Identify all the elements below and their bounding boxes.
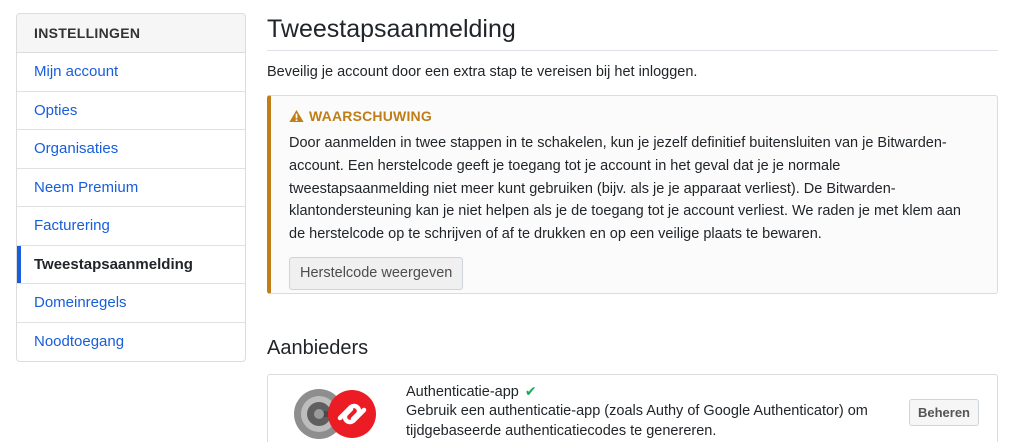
warning-callout [267,95,998,294]
warning-body: Door aanmelden in twee stappen in te schakelen, kun je jezelf definitief buitensluiten van je Bitwarden-account. Een herstelcode geeft je toegang tot je account in het geval dat je je normale tweestapsaanmelding niet meer kunt gebruiken (bijv. als je je apparaat verliest). De Bitwarden-klantondersteuning kan je niet helpen als je de toegang tot je account verliest. We raden je met klem aan de herstelcode op te schrijven of af te drukken en op een veilige plaats te bewaren. [289,135,961,243]
providers-list [267,374,998,442]
provider-row-authenticator [268,375,997,441]
page-title: Tweestapsaanmelding [267,0,998,51]
sidebar-item-my-account[interactable]: Mijn account [17,53,245,92]
warning-title-text: WAARSCHUWING [309,108,432,124]
sidebar-item-domain-rules[interactable]: Domeinregels [17,284,245,323]
authenticator-app-logo [290,383,380,441]
sidebar-item-billing[interactable]: Facturering [17,207,245,246]
show-recovery-code-button[interactable]: Herstelcode weergeven [289,257,463,290]
main-content [267,0,998,442]
sidebar-header: INSTELLINGEN [17,14,245,53]
sidebar-item-two-step-login[interactable]: Tweestapsaanmelding [17,246,245,285]
warning-triangle-icon [289,109,304,123]
manage-authenticator-button[interactable]: Beheren [909,399,979,426]
warning-title [289,108,979,124]
sidebar-item-options[interactable]: Opties [17,92,245,131]
settings-sidebar [16,13,246,362]
check-icon: ✔ [524,383,537,399]
sidebar-item-emergency-access[interactable]: Noodtoegang [34,333,125,351]
providers-title: Aanbieders [267,337,369,359]
provider-name-text: Authenticatie-app [406,383,519,400]
provider-description: Gebruik een authenticatie-app (zoals Authy of Google Authenticator) om tijdgebaseerde authenticatiecodes te genereren. [406,403,868,439]
provider-name [406,383,981,400]
provider-info [406,383,981,441]
authenticator-logos-icon [290,383,380,441]
sidebar-item-premium[interactable]: Neem Premium [17,169,245,208]
page-intro: Beveilig je account door een extra stap te vereisen bij het inloggen. [267,64,698,80]
sidebar-item-organizations[interactable]: Organisaties [17,130,245,169]
